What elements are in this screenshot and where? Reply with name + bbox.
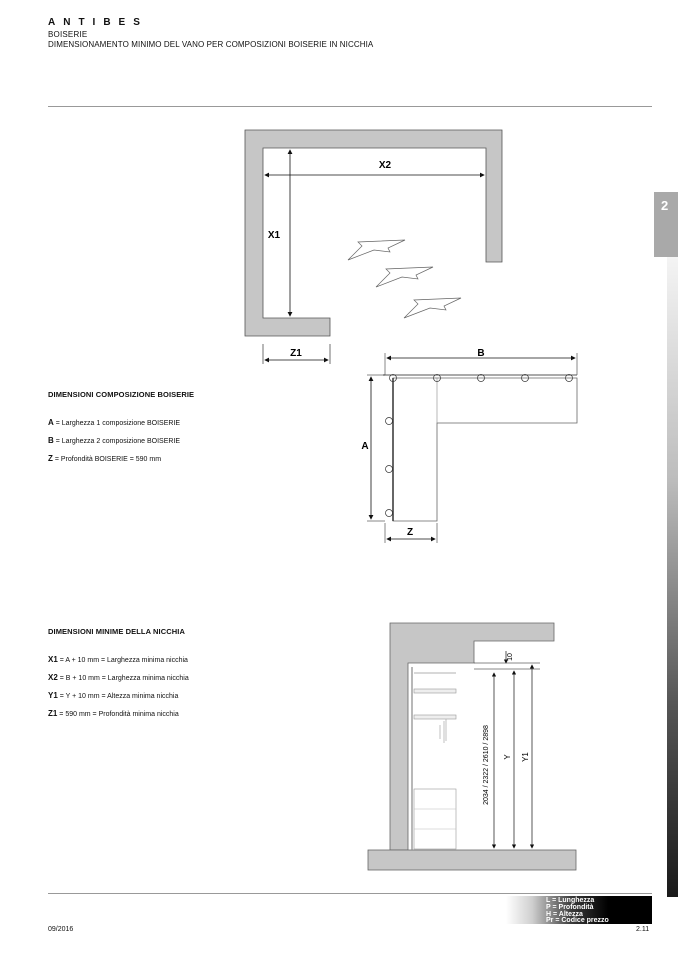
legend-item-b <box>48 436 180 445</box>
item-text: = B + 10 mm = Larghezza minima nicchia <box>57 675 189 682</box>
legend-item-z1 <box>48 709 179 718</box>
legend-item-y1 <box>48 691 178 700</box>
legend-h: H = Altezza <box>546 911 583 918</box>
footer-divider <box>48 893 652 894</box>
section2-title: DIMENSIONI MINIME DELLA NICCHIA <box>48 627 185 636</box>
direction-arrows-icon <box>348 240 461 318</box>
niche-plan-diagram <box>230 120 520 375</box>
header-divider <box>48 106 652 107</box>
item-key: X2 <box>48 673 58 682</box>
x2-label: X2 <box>378 160 392 171</box>
item-key: Y1 <box>48 691 58 700</box>
brand-title: ANTIBES <box>48 17 148 28</box>
page-description: DIMENSIONAMENTO MINIMO DEL VANO PER COMPOSIZIONI BOISERIE IN NICCHIA <box>48 40 374 49</box>
y1-label: Y1 <box>521 752 530 762</box>
item-key: Z1 <box>48 709 58 718</box>
item-text: = Y + 10 mm = Altezza minima nicchia <box>57 693 179 700</box>
legend-item-x2 <box>48 673 189 682</box>
legend-item-x1 <box>48 655 188 664</box>
legend-item-a <box>48 418 180 427</box>
item-text: = Profondità BOISERIE = 590 mm <box>52 456 162 463</box>
page-subtitle: BOISERIE <box>48 30 88 39</box>
z1-label: Z1 <box>290 348 302 359</box>
item-key: A <box>48 418 54 427</box>
b-label: B <box>477 348 485 359</box>
legend-item-z <box>48 454 161 463</box>
legend-pr: Pr = Codice prezzo <box>546 917 609 924</box>
legend-p: P = Profondità <box>546 904 594 911</box>
ten-mm-label: 10 <box>507 653 514 661</box>
chapter-tab[interactable] <box>654 192 678 257</box>
page-number: 2.11 <box>636 926 650 933</box>
niche-elevation-diagram <box>360 615 585 877</box>
legend-l: L = Lunghezza <box>546 897 595 904</box>
item-text: = Larghezza 1 composizione BOISERIE <box>53 420 181 427</box>
y-label: Y <box>503 754 512 760</box>
section1-title: DIMENSIONI COMPOSIZIONE BOISERIE <box>48 390 195 399</box>
x1-label: X1 <box>267 230 281 241</box>
item-text: = A + 10 mm = Larghezza minima nicchia <box>57 657 188 664</box>
abbreviations-legend <box>506 896 652 924</box>
a-label: A <box>361 441 369 452</box>
chapter-tab-label: 2 <box>661 198 669 213</box>
footer-date: 09/2016 <box>48 926 74 933</box>
item-key: B <box>48 436 54 445</box>
composition-plan-diagram <box>355 345 595 550</box>
hanger-icon <box>440 719 446 743</box>
item-text: = 590 mm = Profondità minima nicchia <box>57 711 179 718</box>
item-key: X1 <box>48 655 58 664</box>
height-values-label: 2034 / 2322 / 2610 / 2898 <box>483 725 490 805</box>
item-key: Z <box>48 454 53 463</box>
item-text: = Larghezza 2 composizione BOISERIE <box>53 438 181 445</box>
side-gradient-bar <box>667 257 678 897</box>
z-label: Z <box>406 527 414 538</box>
